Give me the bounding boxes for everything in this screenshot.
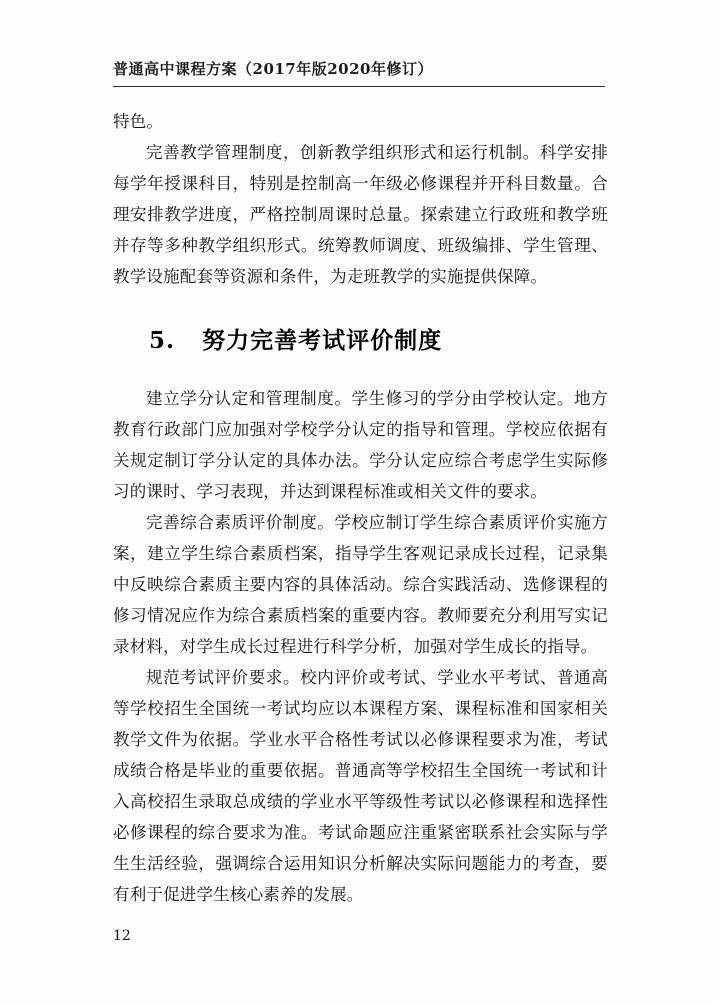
section-title: 努力完善考试评价制度 <box>202 327 443 354</box>
paragraph: 规范考试评价要求。校内评价或考试、学业水平考试、普通高等学校招生全国统一考试均应以本课程方案、课程标准和国家相关教学文件为依据。学业水平合格性考试以必修课程要求为准，考试成绩合格是毕业的重要依据。普通高等学校招生全国统一考试和计入高校招生录取总成绩的学业水平等级性考试以必修课程和选择性必修课程的综合要求为准。考试命题应注重紧密联系社会实际与学生生活经验，强调综合运用知识分析解决实际问题能力的考查，要有利于促进学生核心素养的发展。 <box>113 668 608 904</box>
paragraph: 建立学分认定和管理制度。学生修习的学分由学校认定。地方教育行政部门应加强对学校学分认定的指导和管理。学校应依据有关规定制订学分认定的具体办法。学分认定应综合考虑学生实际修习的课时、学习表现，并达到课程标准或相关文件的要求。 <box>113 389 608 501</box>
paragraph: 完善教学管理制度，创新教学组织形式和运行机制。科学安排每学年授课科目，特别是控制高一年级必修课程并开科目数量。合理安排教学进度，严格控制周课时总量。探索建立行政班和教学班并存等多种教学组织形式。统筹教师调度、班级编排、学生管理、教学设施配套等资源和条件，为走班教学的实施提供保障。 <box>113 143 608 286</box>
section-heading-block <box>113 292 608 383</box>
page-number: 12 <box>113 928 131 944</box>
paragraph: 完善综合素质评价制度。学校应制订学生综合素质评价实施方案，建立学生综合素质档案，指导学生客观记录成长过程，记录集中反映综合素质主要内容的具体活动。综合实践活动、选修课程的修习情况应作为综合素质档案的重要内容。教师要充分利用写实记录材料，对学生成长过程进行科学分析，加强对学生成长的指导。 <box>113 513 608 656</box>
body-column <box>113 106 608 910</box>
running-head: 普通高中课程方案（2017年版2020年修订） <box>113 60 433 78</box>
section-heading <box>149 322 608 355</box>
header-divider <box>113 86 605 87</box>
section-number: 5. <box>149 327 176 354</box>
paragraph: 特色。 <box>113 112 164 131</box>
